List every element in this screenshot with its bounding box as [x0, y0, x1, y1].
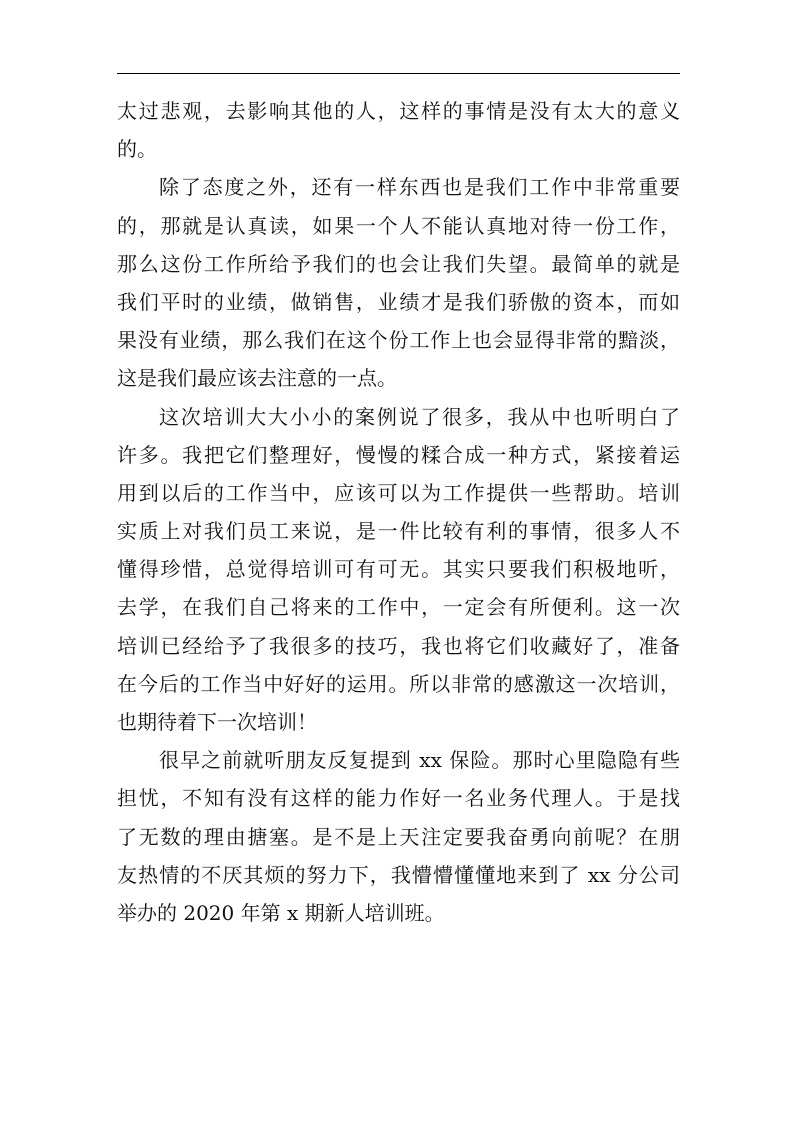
text-line: 培训已经给予了我很多的技巧，我也将它们收藏好了，准备 — [117, 633, 680, 658]
text-line: 许多。我把它们整理好，慢慢的糅合成一种方式，紧接着运 — [117, 442, 680, 467]
text-line: 举办的 2020 年第 x 期新人培训班。 — [117, 900, 445, 925]
text-line: 的，那就是认真读，如果一个人不能认真地对待一份工作， — [117, 213, 680, 238]
text-line: 用到以后的工作当中，应该可以为工作提供一些帮助。培训 — [117, 480, 680, 505]
text-line: 了无数的理由搪塞。是不是上天注定要我奋勇向前呢？在朋 — [117, 824, 680, 849]
text-line: 懂得珍惜，总觉得培训可有可无。其实只要我们积极地听， — [117, 557, 680, 582]
header-rule — [117, 73, 680, 74]
paragraph-first-line: 除了态度之外，还有一样东西也是我们工作中非常重要 — [159, 175, 680, 200]
text-line: 那么这份工作所给予我们的也会让我们失望。最简单的就是 — [117, 251, 680, 276]
document-body — [117, 92, 680, 932]
text-line: 果没有业绩，那么我们在这个份工作上也会显得非常的黯淡， — [117, 328, 680, 353]
text-line: 的。 — [117, 137, 157, 162]
paragraph-first-line: 这次培训大大小小的案例说了很多，我从中也听明白了 — [159, 404, 680, 429]
text-line: 也期待着下一次培训！ — [117, 710, 317, 734]
text-line: 实质上对我们员工来说，是一件比较有利的事情，很多人不 — [117, 519, 680, 544]
text-line: 这是我们最应该去注意的一点。 — [117, 366, 397, 391]
text-line: 担忧，不知有没有这样的能力作好一名业务代理人。于是找 — [117, 786, 680, 811]
text-line: 去学，在我们自己将来的工作中，一定会有所便利。这一次 — [117, 595, 680, 620]
text-line: 友热情的不厌其烦的努力下，我懵懵懂懂地来到了 xx 分公司 — [117, 862, 680, 887]
text-line: 我们平时的业绩，做销售，业绩才是我们骄傲的资本，而如 — [117, 289, 680, 314]
paragraph-first-line: 很早之前就听朋友反复提到 xx 保险。那时心里隐隐有些 — [159, 748, 680, 773]
text-line: 太过悲观，去影响其他的人，这样的事情是没有太大的意义 — [117, 99, 680, 123]
text-line: 在今后的工作当中好好的运用。所以非常的感激这一次培训， — [117, 671, 680, 696]
